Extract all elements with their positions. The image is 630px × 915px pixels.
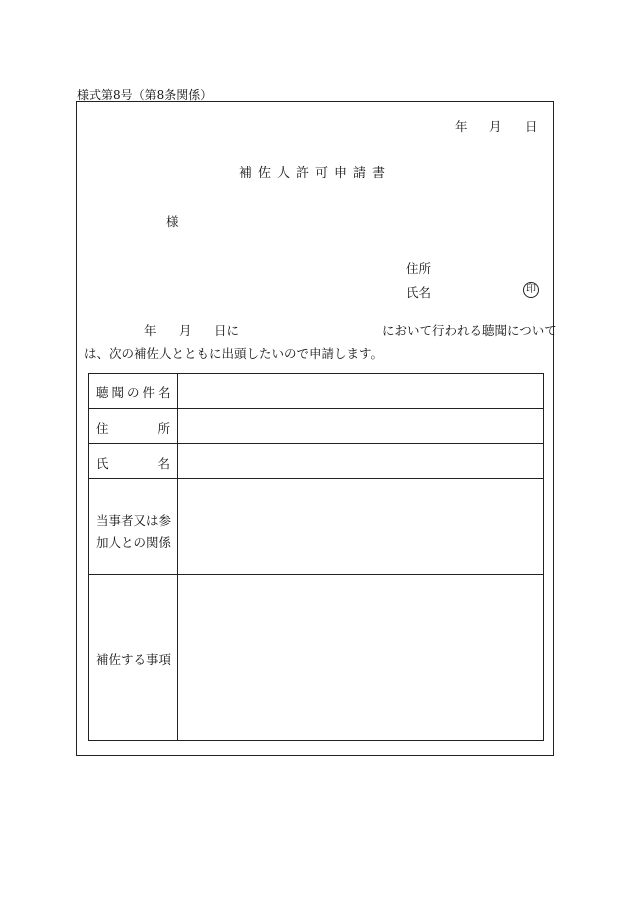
date-day-label: 日 [525, 119, 538, 134]
row-label-name [96, 454, 170, 472]
applicant-name-label: 氏名 [406, 285, 432, 300]
row-label-address-char: 所 [157, 421, 170, 436]
body-year: 年 [144, 323, 157, 338]
row-label-relationship-line: 加人との関係 [96, 535, 172, 550]
table-divider [177, 373, 178, 741]
table-row-line [88, 574, 544, 575]
addressee-suffix: 様 [166, 214, 179, 229]
body-line1-tail: において行われる聴聞について [382, 323, 557, 338]
row-label-relationship-line: 当事者又は参 [96, 513, 172, 528]
table-row-line [88, 443, 544, 444]
row-label-relationship [96, 510, 171, 554]
body-month: 月 [179, 323, 192, 338]
row-label-address [96, 419, 170, 437]
row-label-assist-matters: 補佐する事項 [96, 652, 172, 667]
row-label-name-char: 名 [157, 456, 170, 471]
document-title: 補佐人許可申請書 [238, 166, 391, 181]
row-label-name-char: 氏 [96, 456, 109, 471]
row-label-address-char: 住 [96, 421, 109, 436]
seal-mark: 印 [523, 282, 539, 298]
body-day: 日に [214, 323, 240, 338]
form-number-label: 様式第8号（第8条関係） [77, 88, 213, 102]
date-year-label: 年 [455, 119, 468, 134]
body-line2: は、次の補佐人とともに出頭したいので申請します。 [84, 346, 384, 361]
table-row-line [88, 478, 544, 479]
date-month-label: 月 [489, 119, 502, 134]
row-label-hearing-title: 聴聞の件名 [96, 385, 174, 400]
table-row-line [88, 408, 544, 409]
applicant-address-label: 住所 [406, 261, 432, 276]
